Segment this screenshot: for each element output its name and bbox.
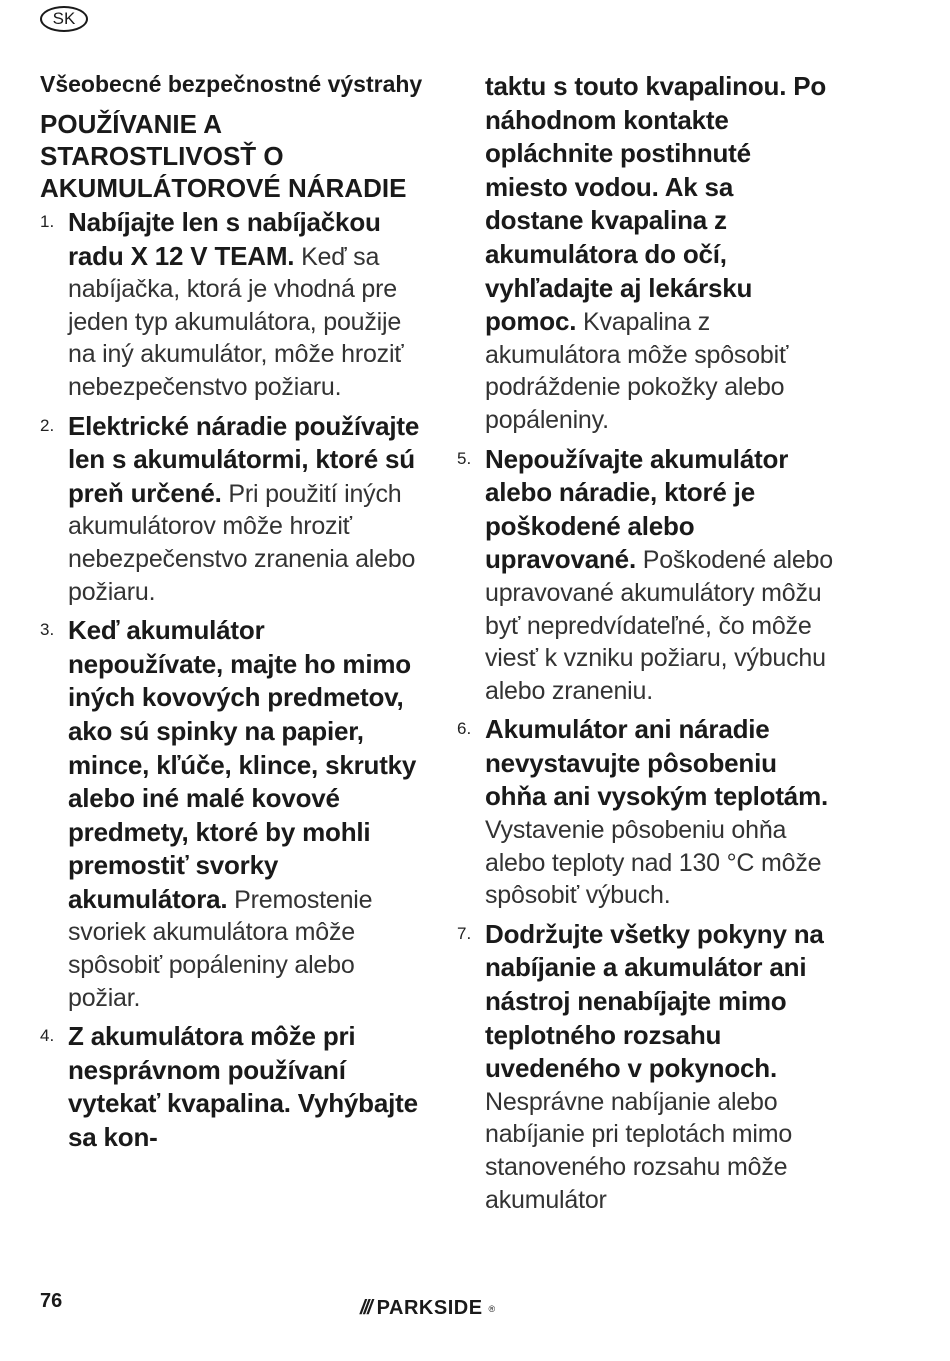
item-number: 3.: [40, 620, 55, 640]
list-item: [40, 410, 425, 609]
item-body-text: Vystavenie pôsobeniu ohňa alebo teploty nad 130 °C môže spôsobiť výbuch.: [485, 816, 822, 910]
item-body-text: Nesprávne nabíjanie alebo nabíjanie pri teplotách mimo stanoveného rozsahu môže akumulátor: [485, 1087, 793, 1214]
brand-slashes-icon: ///: [360, 1297, 371, 1319]
item-number: 1.: [40, 212, 55, 231]
right-column: [457, 70, 837, 1222]
brand-logo: [360, 1297, 496, 1320]
item-number: 5.: [457, 448, 472, 468]
section-title: POUŽÍVANIE A STAROSTLIVOSŤ O AKUMULÁTOROVÉ NÁRADIE: [40, 109, 407, 203]
item-body-text: Poškodené alebo upravované akumulátory môžu byť nepredvídateľné, čo môže viesť k vzniku požiaru, výbuchu alebo zraneniu.: [485, 546, 833, 705]
item-number: 7.: [457, 923, 472, 943]
page-number: 76: [40, 1290, 63, 1312]
list-item: [457, 713, 837, 912]
list-item: [40, 614, 425, 1014]
item-bold-text: Nepoužívajte akumulátor alebo náradie, ktoré je poškodené alebo upravované.: [485, 443, 789, 575]
item-number: 6.: [457, 719, 472, 739]
item-bold-text: Nabíjajte len s nabíjačkou radu X 12 V TEAM.: [68, 207, 381, 271]
item-body-text: Kvapalina z akumulátora môže spôsobiť podráždenie pokožky alebo popáleniny.: [485, 308, 789, 434]
item-body-text: Keď sa nabíjačka, ktorá je vhodná pre jeden typ akumulátora, použije na iný akumulátor, môže hroziť nebezpečenstvo požiaru.: [68, 242, 404, 401]
item-bold-text: Akumulátor ani náradie nevystavujte pôsobeniu ohňa ani vysokým teplotám.: [485, 714, 829, 812]
registered-mark: ®: [488, 1303, 496, 1314]
item-number: 2.: [40, 415, 55, 435]
list-item: [40, 1020, 425, 1154]
brand-name: PARKSIDE: [376, 1297, 483, 1319]
item-bold-text: Elektrické náradie používajte len s akumulátormi, ktoré sú preň určené.: [68, 410, 420, 508]
item-bold-text: Keď akumulátor nepoužívate, majte ho mimo iných kovových predmetov, ako sú spinky na papier, mince, kľúče, klince, skrutky alebo iné malé kovové predmety, ktoré by mohli premostiť svorky akumulátora.: [68, 615, 417, 914]
section-subtitle: Všeobecné bezpečnostné výstrahy: [40, 71, 423, 97]
list-item: [457, 443, 837, 708]
list-item: [40, 206, 425, 404]
item-body-text: Premostenie svoriek akumulátora môže spôsobiť popáleniny alebo požiar.: [68, 885, 373, 1012]
item-body-text: Pri použití iných akumulátorov môže hroziť nebezpečenstvo zranenia alebo požiaru.: [68, 479, 416, 606]
item-continuation: [457, 70, 837, 437]
item-bold-text: Z akumulátora môže pri nesprávnom používaní vytekať kvapalina. Vyhýbajte sa kon-: [68, 1021, 418, 1153]
left-column: [40, 70, 425, 1161]
list-item: [457, 918, 837, 1216]
language-badge: SK: [40, 6, 88, 32]
item-bold-text: Dodržujte všetky pokyny na nabíjanie a akumulátor ani nástroj nenabíjajte mimo teplotného rozsahu uvedeného v pokynoch.: [485, 918, 824, 1084]
item-number: 4.: [40, 1026, 55, 1046]
item-bold-text: taktu s touto kvapalinou. Po náhodnom kontakte opláchnite postihnuté miesto vodou. Ak sa dostane kvapalina z akumulátora do očí, vyhľadajte aj lekársku pomoc.: [485, 71, 827, 337]
